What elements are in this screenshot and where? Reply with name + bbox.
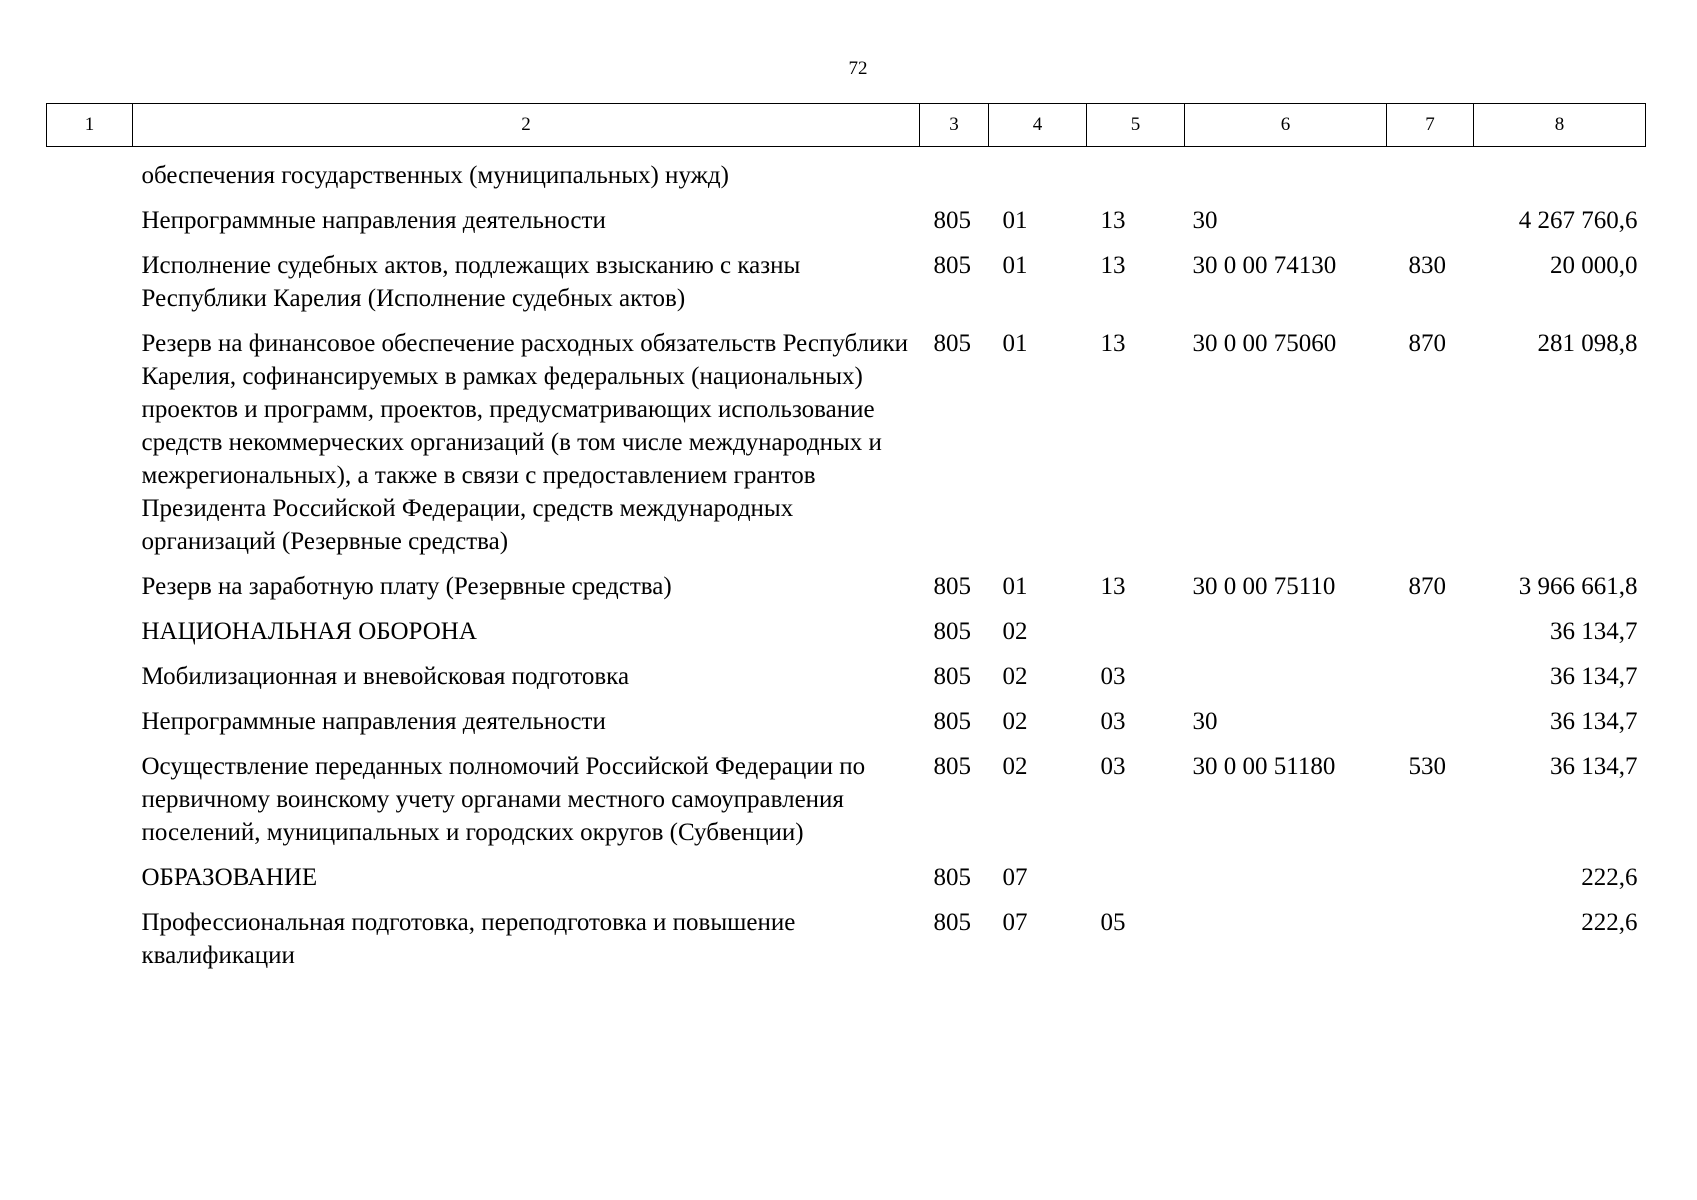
cell-section-code: 02 <box>1002 618 1028 645</box>
header-row <box>47 104 1646 147</box>
cell-target-article: 30 0 00 75060 <box>1192 330 1337 357</box>
cell-subsection-code: 13 <box>1100 252 1126 279</box>
cell-number <box>47 654 133 699</box>
budget-table-container <box>46 103 1645 978</box>
cell-expense-type: 530 <box>1408 753 1446 780</box>
cell-subsection-code <box>1087 147 1185 199</box>
cell-subsection-code: 03 <box>1100 753 1126 780</box>
cell-target-article: 30 0 00 51180 <box>1192 753 1336 780</box>
cell-amount: 36 134,7 <box>1550 753 1638 780</box>
cell-amount: 222,6 <box>1581 909 1638 936</box>
table-row <box>47 147 1646 199</box>
cell-expense-type <box>1387 198 1474 243</box>
column-header-7: 7 <box>1387 104 1474 147</box>
table-body <box>47 147 1646 979</box>
cell-number <box>47 564 133 609</box>
cell-subsection-code: 05 <box>1100 909 1126 936</box>
table-row <box>47 609 1646 654</box>
cell-item-name: Резерв на финансовое обеспечение расходных обязательств Республики Карелия, софинансируемых в рамках федеральных (национальных) проектов и программ, проектов, предусматривающих использование средств некоммерческих организаций (в том числе международных и межрегиональных), а также в связи с предоставлением грантов Президента Российской Федерации, средств международных организаций (Резервные средства) <box>141 330 909 555</box>
cell-item-name: Непрограммные направления деятельности <box>141 207 606 234</box>
cell-ministry-code <box>920 147 989 199</box>
cell-section-code: 07 <box>1002 909 1028 936</box>
cell-ministry-code: 805 <box>933 207 971 234</box>
cell-section-code: 02 <box>1002 663 1028 690</box>
table-header <box>47 104 1646 147</box>
cell-section-code: 01 <box>1002 330 1028 357</box>
column-header-8: 8 <box>1474 104 1646 147</box>
cell-expense-type: 830 <box>1408 252 1446 279</box>
table-row <box>47 900 1646 978</box>
cell-ministry-code: 805 <box>933 864 971 891</box>
cell-expense-type <box>1387 699 1474 744</box>
table-row <box>47 699 1646 744</box>
page-number: 72 <box>848 58 868 79</box>
cell-section-code: 01 <box>1002 252 1028 279</box>
column-header-6: 6 <box>1185 104 1387 147</box>
cell-amount: 222,6 <box>1581 864 1638 891</box>
cell-target-article <box>1185 609 1387 654</box>
cell-expense-type: 870 <box>1408 330 1446 357</box>
cell-subsection-code: 03 <box>1100 708 1126 735</box>
table-row <box>47 198 1646 243</box>
cell-amount: 4 267 760,6 <box>1518 207 1638 234</box>
cell-section-code: 01 <box>1002 207 1028 234</box>
cell-ministry-code: 805 <box>933 753 971 780</box>
cell-target-article: 30 0 00 75110 <box>1192 573 1336 600</box>
cell-ministry-code: 805 <box>933 708 971 735</box>
cell-item-name: Осуществление переданных полномочий Российской Федерации по первичному воинскому учету органами местного самоуправления поселений, муниципальных и городских округов (Субвенции) <box>141 753 866 846</box>
cell-number <box>47 243 133 321</box>
cell-expense-type <box>1387 609 1474 654</box>
cell-target-article: 30 0 00 74130 <box>1192 252 1337 279</box>
cell-item-name: Мобилизационная и вневойсковая подготовка <box>141 663 630 690</box>
cell-ministry-code: 805 <box>933 663 971 690</box>
cell-item-name: Профессиональная подготовка, переподготовка и повышение квалификации <box>141 909 796 969</box>
cell-ministry-code: 805 <box>933 330 971 357</box>
cell-ministry-code: 805 <box>933 573 971 600</box>
cell-number <box>47 855 133 900</box>
cell-number <box>47 198 133 243</box>
table-row <box>47 855 1646 900</box>
cell-ministry-code: 805 <box>933 618 971 645</box>
cell-expense-type <box>1387 654 1474 699</box>
cell-section-code <box>989 147 1087 199</box>
cell-item-name: обеспечения государственных (муниципальных) нужд) <box>141 162 729 189</box>
column-header-3: 3 <box>920 104 989 147</box>
cell-ministry-code: 805 <box>933 252 971 279</box>
cell-expense-type <box>1387 147 1474 199</box>
cell-target-article <box>1185 855 1387 900</box>
cell-target-article <box>1185 654 1387 699</box>
table-row <box>47 321 1646 564</box>
cell-amount: 3 966 661,8 <box>1518 573 1638 600</box>
cell-target-article <box>1185 900 1387 978</box>
cell-amount <box>1474 147 1646 199</box>
cell-section-code: 02 <box>1002 708 1028 735</box>
cell-section-code: 07 <box>1002 864 1028 891</box>
cell-number <box>47 900 133 978</box>
cell-expense-type: 870 <box>1408 573 1446 600</box>
cell-subsection-code: 13 <box>1100 207 1126 234</box>
budget-table <box>46 103 1646 978</box>
cell-target-article: 30 <box>1192 708 1218 735</box>
table-row <box>47 243 1646 321</box>
cell-section-code: 02 <box>1002 753 1028 780</box>
cell-number <box>47 147 133 199</box>
column-header-1: 1 <box>47 104 133 147</box>
table-row <box>47 564 1646 609</box>
cell-amount: 281 098,8 <box>1537 330 1638 357</box>
cell-target-article <box>1185 147 1387 199</box>
cell-subsection-code: 13 <box>1100 573 1126 600</box>
cell-number <box>47 609 133 654</box>
cell-number <box>47 744 133 855</box>
cell-item-name: Непрограммные направления деятельности <box>141 708 606 735</box>
cell-amount: 36 134,7 <box>1550 663 1638 690</box>
cell-item-name: Исполнение судебных актов, подлежащих взысканию с казны Республики Карелия (Исполнение судебных актов) <box>141 252 801 312</box>
cell-subsection-code: 13 <box>1100 330 1126 357</box>
cell-item-name: НАЦИОНАЛЬНАЯ ОБОРОНА <box>141 618 477 645</box>
cell-number <box>47 321 133 564</box>
cell-subsection-code <box>1087 855 1185 900</box>
table-row <box>47 744 1646 855</box>
cell-expense-type <box>1387 855 1474 900</box>
cell-target-article: 30 <box>1192 207 1218 234</box>
cell-subsection-code <box>1087 609 1185 654</box>
column-header-2: 2 <box>133 104 920 147</box>
table-row <box>47 654 1646 699</box>
column-header-5: 5 <box>1087 104 1185 147</box>
cell-amount: 36 134,7 <box>1550 708 1638 735</box>
cell-item-name: ОБРАЗОВАНИЕ <box>141 864 318 891</box>
cell-subsection-code: 03 <box>1100 663 1126 690</box>
column-header-4: 4 <box>989 104 1087 147</box>
cell-number <box>47 699 133 744</box>
cell-amount: 20 000,0 <box>1550 252 1638 279</box>
cell-item-name: Резерв на заработную плату (Резервные средства) <box>141 573 672 600</box>
cell-expense-type <box>1387 900 1474 978</box>
cell-ministry-code: 805 <box>933 909 971 936</box>
cell-amount: 36 134,7 <box>1550 618 1638 645</box>
cell-section-code: 01 <box>1002 573 1028 600</box>
